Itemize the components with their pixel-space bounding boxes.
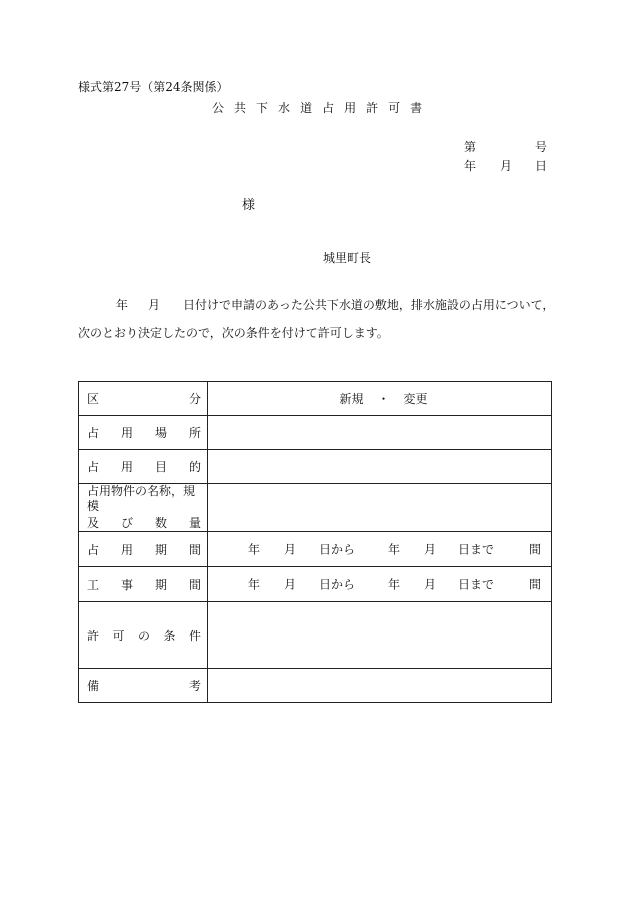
label-char: 期 [154, 542, 167, 557]
title-char: 下 [256, 101, 269, 115]
label-objects [79, 484, 208, 532]
period-month-from: 月 [284, 577, 297, 592]
label-char: 用 [120, 426, 133, 440]
row-construction-period [79, 567, 552, 602]
body-year: 年 [116, 298, 129, 312]
kubun-dot: ・ [377, 392, 390, 406]
label-char: び [120, 516, 133, 530]
label-char: の [137, 628, 150, 643]
period-day-to: 日まで [458, 542, 495, 557]
label-char: 条 [163, 628, 176, 643]
label-kubun [79, 382, 208, 416]
period-kan: 間 [529, 542, 542, 557]
row-occupation-period [79, 532, 552, 567]
row-kubun [79, 382, 552, 416]
label-char: 工 [87, 577, 100, 592]
label-char: 間 [188, 577, 201, 592]
label-char: 場 [154, 426, 167, 440]
period-month-from: 月 [284, 542, 297, 557]
form-number: 様式第27号（第24条関係） [78, 80, 229, 94]
permit-table [78, 381, 552, 703]
title-char: 道 [300, 101, 313, 115]
row-conditions [79, 602, 552, 669]
label-char: 備 [87, 679, 100, 693]
label-construction-period [79, 567, 208, 602]
body-line2: 次のとおり決定したので，次の条件を付けて許可します。 [78, 326, 389, 340]
title-char: 占 [322, 101, 335, 115]
recipient-sama: 様 [242, 198, 256, 213]
title-char: 用 [344, 101, 357, 115]
doc-number-gou: 号 [535, 140, 548, 154]
value-purpose[interactable] [208, 450, 552, 484]
label-char: 数 [154, 516, 167, 530]
document-title [212, 99, 422, 116]
label-char: 用 [120, 542, 133, 557]
title-char: 共 [234, 101, 247, 115]
label-place [79, 416, 208, 450]
title-char: 水 [278, 101, 291, 115]
value-kubun[interactable] [208, 382, 552, 416]
objects-line1: 占用物件の名称，規模 [87, 484, 196, 513]
period-month-to: 月 [424, 542, 437, 557]
period-year-to: 年 [388, 577, 401, 592]
label-char: 間 [188, 542, 201, 557]
row-objects [79, 484, 552, 532]
label-char: 区 [87, 392, 100, 406]
body-line1: 日付けで申請のあった公共下水道の敷地，排水施設の占用について， [183, 298, 555, 312]
label-char: 件 [188, 628, 201, 643]
label-char: 占 [87, 460, 100, 474]
value-objects[interactable] [208, 484, 552, 532]
date-month: 月 [500, 159, 513, 173]
label-char: 許 [87, 628, 100, 643]
label-char: 所 [188, 426, 201, 440]
period-year-from: 年 [248, 577, 261, 592]
row-place [79, 416, 552, 450]
value-place[interactable] [208, 416, 552, 450]
label-char: 量 [188, 516, 201, 530]
doc-number-dai: 第 [464, 140, 477, 154]
period-year-from: 年 [248, 542, 261, 557]
label-char: 目 [154, 460, 167, 474]
value-construction-period[interactable] [208, 567, 552, 602]
label-purpose [79, 450, 208, 484]
label-char: 分 [188, 392, 201, 406]
period-kan: 間 [529, 577, 542, 592]
row-remarks [79, 669, 552, 703]
period-year-to: 年 [388, 542, 401, 557]
label-char: 用 [120, 460, 133, 474]
label-char: 期 [154, 577, 167, 592]
date-year: 年 [464, 159, 477, 173]
label-char: 事 [120, 577, 133, 592]
period-month-to: 月 [424, 577, 437, 592]
label-char: 占 [87, 542, 100, 557]
issuer-name: 城里町長 [323, 251, 372, 265]
label-char: 考 [188, 679, 201, 693]
label-char: 可 [112, 628, 125, 643]
label-char: 及 [87, 516, 100, 530]
value-remarks[interactable] [208, 669, 552, 703]
title-char: 書 [410, 101, 423, 115]
label-char: 的 [188, 460, 201, 474]
period-day-from: 日から [319, 542, 356, 557]
period-day-from: 日から [319, 577, 356, 592]
label-occupation-period [79, 532, 208, 567]
label-remarks [79, 669, 208, 703]
date-day: 日 [535, 159, 548, 173]
kubun-change[interactable]: 変更 [403, 392, 428, 406]
title-char: 公 [212, 101, 225, 115]
label-conditions [79, 602, 208, 669]
title-char: 可 [388, 101, 401, 115]
row-purpose [79, 450, 552, 484]
value-conditions[interactable] [208, 602, 552, 669]
period-day-to: 日まで [458, 577, 495, 592]
label-char: 占 [87, 426, 100, 440]
value-occupation-period[interactable] [208, 532, 552, 567]
title-char: 許 [366, 101, 379, 115]
kubun-new[interactable]: 新規 [339, 392, 364, 406]
body-month: 月 [148, 298, 161, 312]
